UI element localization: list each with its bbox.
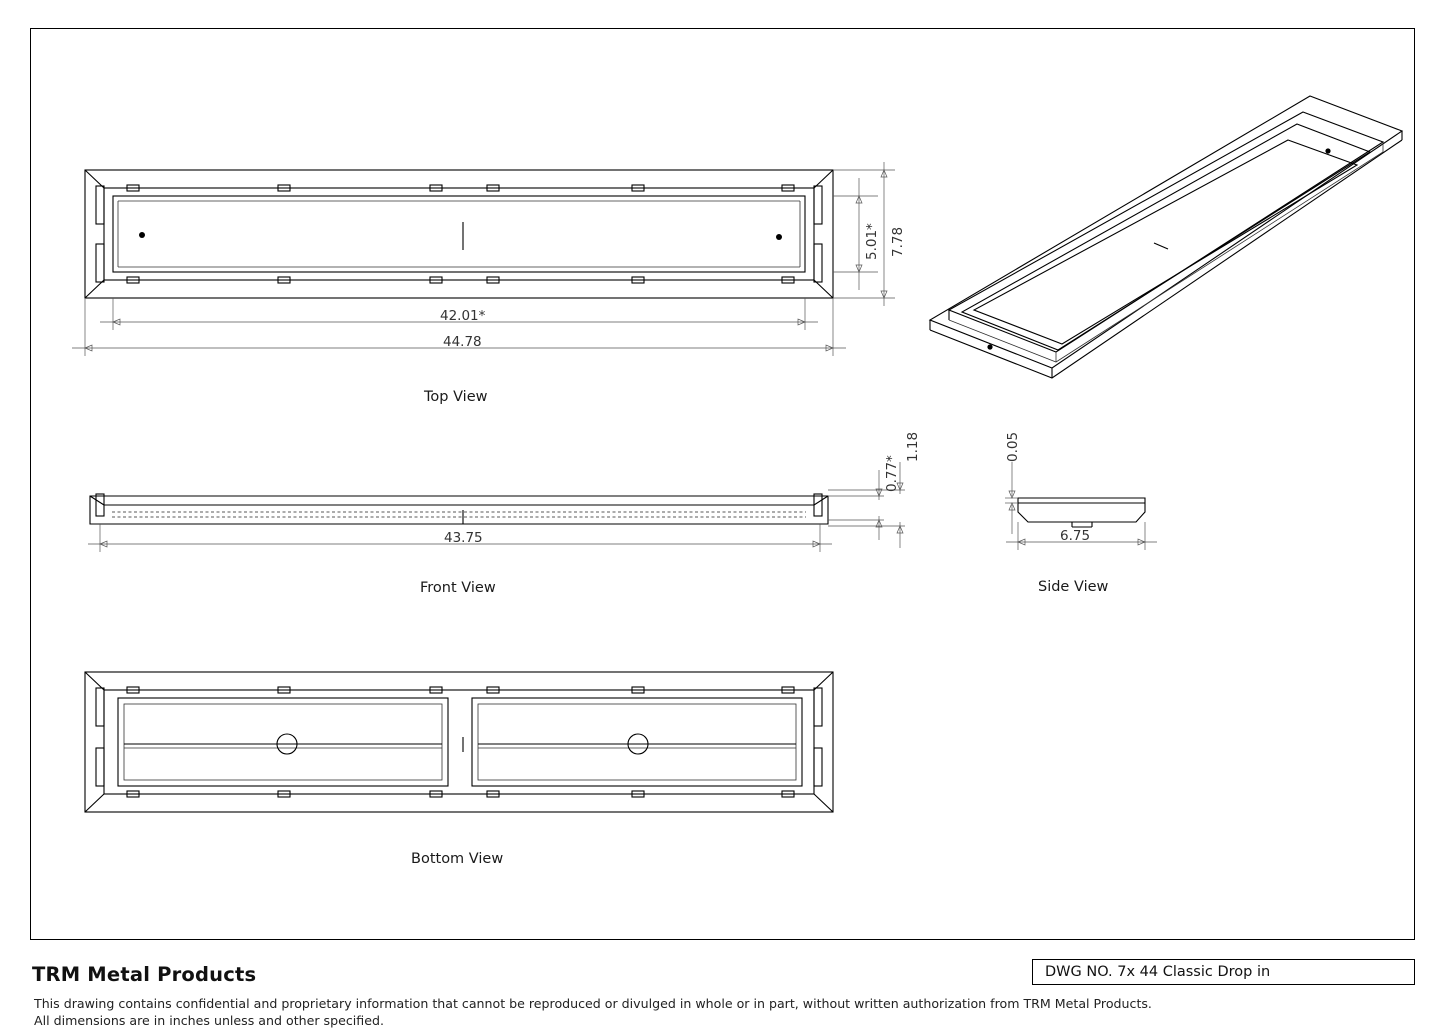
bottom-view-label: Bottom View [411,851,504,867]
drawing-number-text: DWG NO. 7x 44 Classic Drop in [1045,964,1271,980]
disclaimer-line-1: This drawing contains confidential and proprietary information that cannot be reproduced or divulged in whole or in part, without written authorization from TRM Metal Products. [34,996,1152,1011]
dim-top-inner-width: 42.01* [440,308,486,324]
dim-top-inner-height: 5.01* [864,223,880,260]
dim-front-width: 43.75 [444,530,483,546]
dim-top-outer-width: 44.78 [443,334,482,350]
disclaimer-text [34,995,1152,1029]
dim-top-outer-height: 7.78 [890,226,906,257]
dim-front-outer-thickness: 1.18 [905,431,921,462]
disclaimer-line-2: All dimensions are in inches unless and other specified. [34,1013,384,1028]
dim-side-thickness: 0.05 [1005,431,1021,462]
dim-front-inner-thickness: 0.77* [884,455,900,492]
top-view-label: Top View [424,389,488,405]
company-name: TRM Metal Products [32,963,257,986]
drawing-number-box [1032,959,1415,985]
side-view-label: Side View [1038,579,1109,595]
dim-side-width: 6.75 [1060,528,1091,544]
sheet-border [30,28,1415,940]
front-view-label: Front View [420,580,496,596]
